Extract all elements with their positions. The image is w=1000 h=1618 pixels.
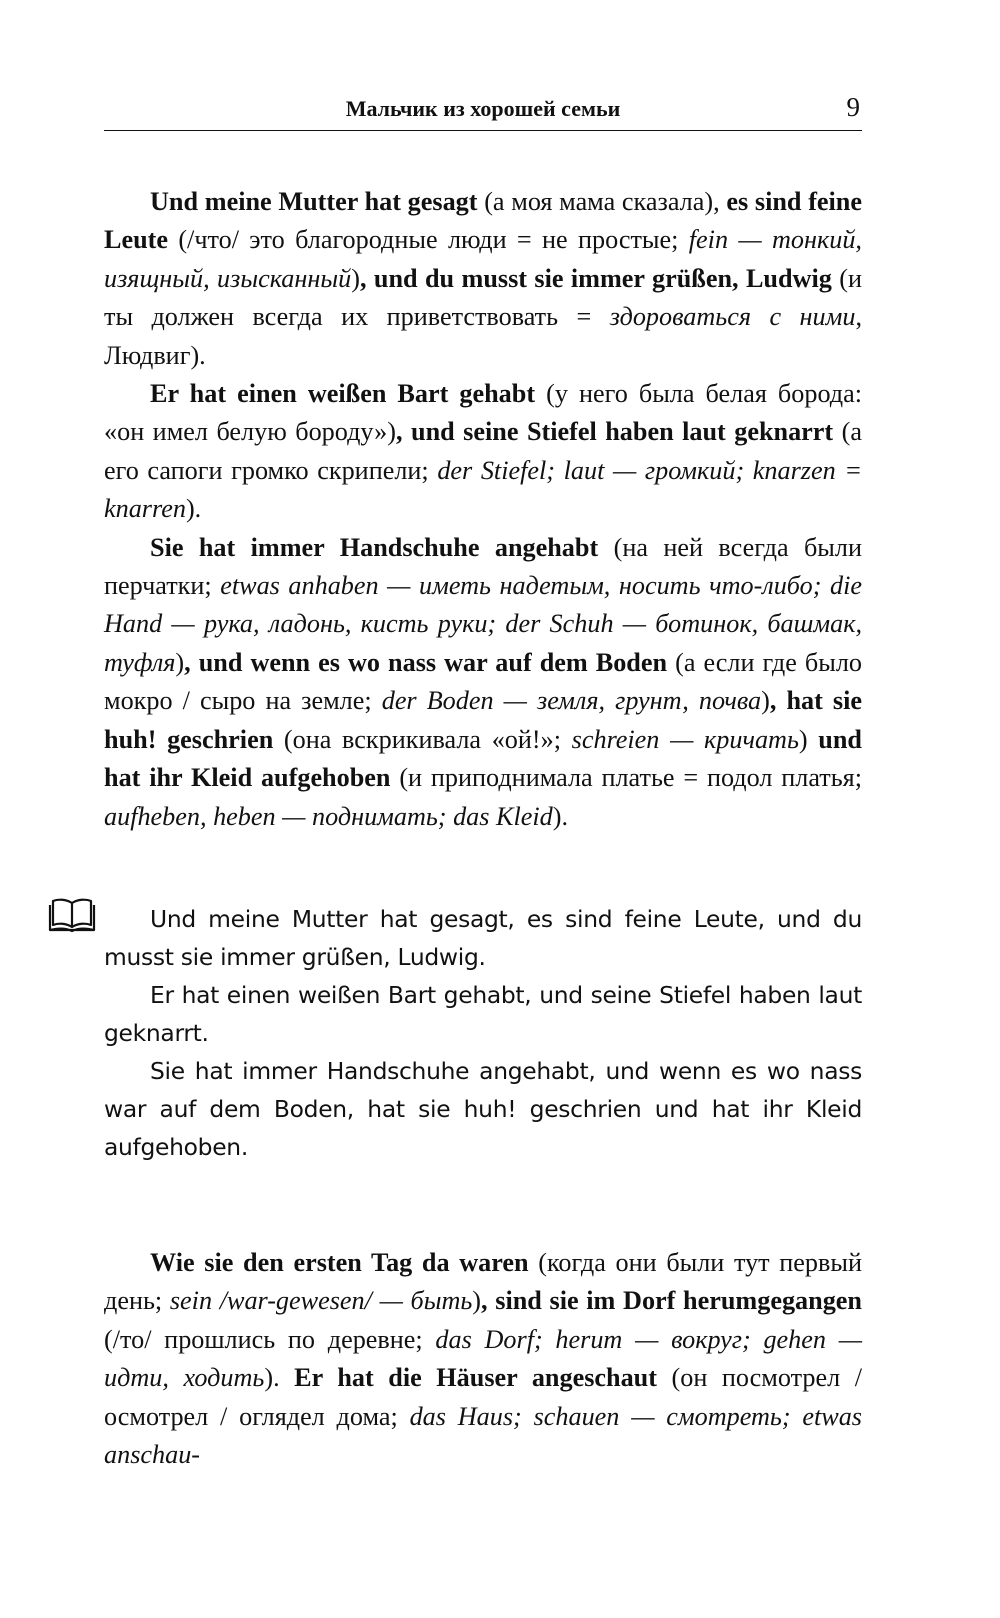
translation-text: (она вскрикивала «ой!»; (273, 724, 572, 754)
german-phrase: Sie hat immer Handschuhe angehabt (150, 532, 599, 562)
translation-text: (у него была белая борода: «он имел белую бороду») (104, 379, 862, 447)
german-phrase: , und du musst sie immer grüßen, Ludwig (359, 263, 832, 293)
vocabulary-note: aufheben, heben — поднимать; das Kleid (104, 801, 553, 831)
translation-text: (и приподнимала платье = подол платья; (390, 763, 863, 793)
translation-text: ) (798, 724, 819, 754)
vocabulary-note: sein /war-gewesen/ — быть (169, 1286, 473, 1316)
translation-text: (а если где было мокро / сыро на земле; (104, 647, 862, 716)
annotated-paragraph (104, 529, 862, 836)
annotated-section-2 (104, 1244, 862, 1474)
german-phrase: Wie sie den ersten Tag da waren (150, 1248, 529, 1277)
translation-text: (а его сапоги громко скрипели; (104, 417, 862, 485)
german-phrase: Er hat einen weißen Bart gehabt (150, 379, 536, 409)
translation-text: (а моя мама сказала), (477, 187, 727, 216)
translation-text: (/что/ это благородные люди = не простые; (168, 225, 689, 255)
german-phrase: Er hat die Häuser angeschaut (294, 1363, 657, 1393)
vocabulary-note: etwas anhaben — иметь надетым, носить что-либо; die Hand — рука, ладонь, кисть руки; der Schuh — ботинок, башмак, туфля (104, 571, 862, 677)
translation-text: ) (761, 686, 770, 716)
german-phrase: Und meine Mutter hat gesagt (150, 187, 478, 216)
translation-text: ). (552, 801, 569, 831)
page-number: 9 (846, 92, 860, 122)
open-book-icon (48, 895, 96, 935)
reading-text-block (104, 900, 862, 1166)
translation-text: ). (264, 1363, 295, 1393)
vocabulary-note: fein — тонкий, изящный, изысканный (104, 225, 862, 293)
reading-paragraph: Sie hat immer Handschuhe angehabt, und wenn es wo nass war auf dem Boden, hat sie huh! geschrien und hat ihr Kleid aufgehoben. (104, 1057, 862, 1161)
reading-paragraph: Er hat einen weißen Bart gehabt, und seine Stiefel haben laut geknarrt. (104, 981, 862, 1047)
annotated-paragraph (104, 375, 862, 529)
vocabulary-note: der Boden — земля, грунт, почва (381, 686, 762, 716)
translation-text: , Людвиг). (104, 302, 862, 370)
reading-paragraph: Und meine Mutter hat gesagt, es sind feine Leute, und du musst sie immer grüßen, Ludwig. (104, 905, 862, 971)
translation-text: ). (185, 494, 202, 524)
translation-text: ) (351, 263, 360, 293)
translation-text: ) (472, 1286, 482, 1316)
translation-text: (и ты должен всегда их приветствовать = (104, 263, 862, 332)
vocabulary-note: der Stiefel; laut — громкий; knarzen = knarren (104, 455, 862, 524)
translation-text: (на ней всегда были перчатки; (104, 532, 862, 601)
vocabulary-note: schreien — кричать (571, 724, 799, 754)
vocabulary-note: das Dorf; herum — вокруг; gehen — идти, ходить (104, 1324, 863, 1393)
german-phrase: , hat sie huh! geschrien (104, 686, 863, 754)
german-phrase: , und wenn es wo nass war auf dem Boden (184, 647, 668, 677)
translation-text: (когда они были тут первый день; (104, 1248, 862, 1316)
running-title: Мальчик из хорошей семьи (345, 96, 621, 121)
german-phrase: und hat ihr Kleid aufgehoben (104, 724, 862, 793)
vocabulary-note: здороваться с ними (609, 302, 856, 332)
translation-text: (он посмотрел / осмотрел / оглядел дома; (104, 1363, 862, 1431)
annotated-section-1 (104, 183, 862, 836)
german-phrase: , sind sie im Dorf herumgegangen (481, 1286, 862, 1316)
annotated-paragraph (104, 1244, 862, 1474)
german-phrase: , und seine Stiefel haben laut geknarrt (395, 417, 834, 447)
annotated-paragraph (104, 183, 862, 375)
vocabulary-note: das Haus; schauen — смотреть; etwas anschau- (104, 1401, 862, 1470)
german-phrase: es sind feine Leute (104, 187, 862, 255)
translation-text: ) (175, 647, 185, 677)
translation-text: (/то/ прошлись по деревне; (104, 1324, 436, 1354)
running-header (104, 92, 862, 131)
